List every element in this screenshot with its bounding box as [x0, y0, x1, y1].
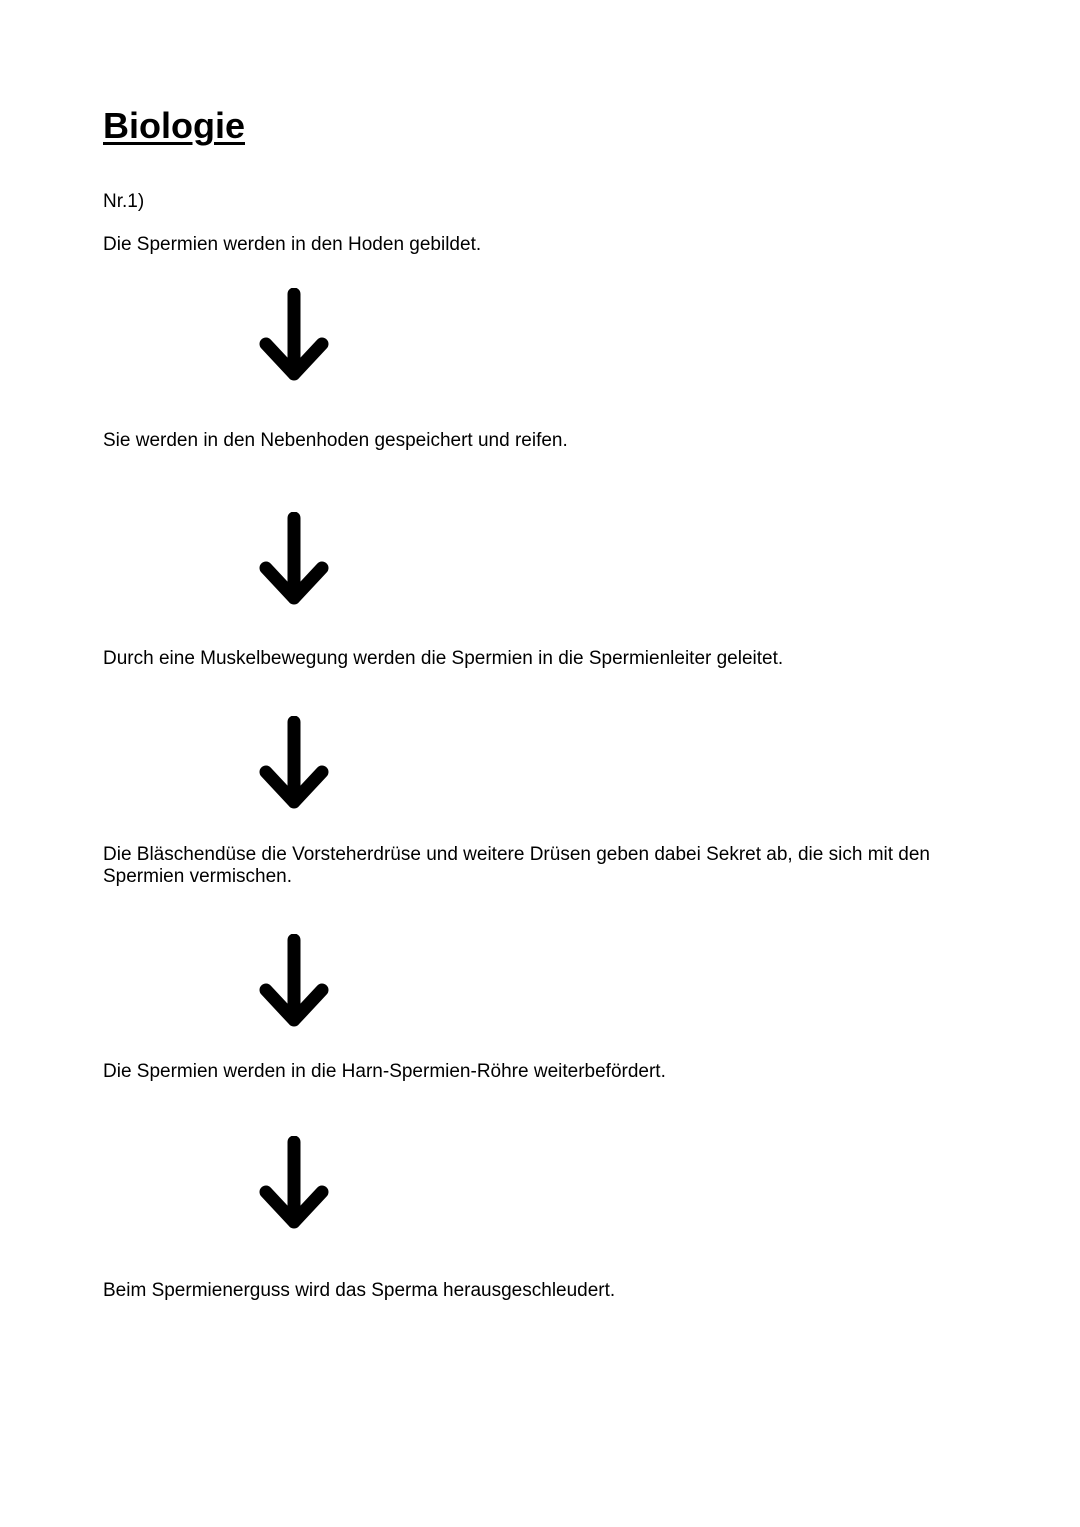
- arrow-down-icon: [257, 934, 331, 1030]
- arrow-down-icon: [257, 1136, 331, 1232]
- page-title: Biologie: [103, 105, 245, 146]
- step-6-text: Beim Spermienerguss wird das Sperma herausgeschleudert.: [103, 1280, 616, 1301]
- arrow-down-icon: [257, 288, 331, 384]
- arrow-down-icon: [257, 512, 331, 608]
- arrow-down-icon: [257, 716, 331, 812]
- step-4-text: Die Bläschendüse die Vorsteherdrüse und weitere Drüsen geben dabei Sekret ab, die sich mit den Spermien vermischen.: [103, 844, 931, 887]
- step-3-text: Durch eine Muskelbewegung werden die Spermien in die Spermienleiter geleitet.: [103, 648, 784, 669]
- step-2-text: Sie werden in den Nebenhoden gespeichert und reifen.: [103, 430, 568, 451]
- task-number: Nr.1): [103, 191, 145, 212]
- step-1-text: Die Spermien werden in den Hoden gebildet.: [103, 234, 482, 255]
- step-5-text: Die Spermien werden in die Harn-Spermien-Röhre weiterbefördert.: [103, 1061, 666, 1082]
